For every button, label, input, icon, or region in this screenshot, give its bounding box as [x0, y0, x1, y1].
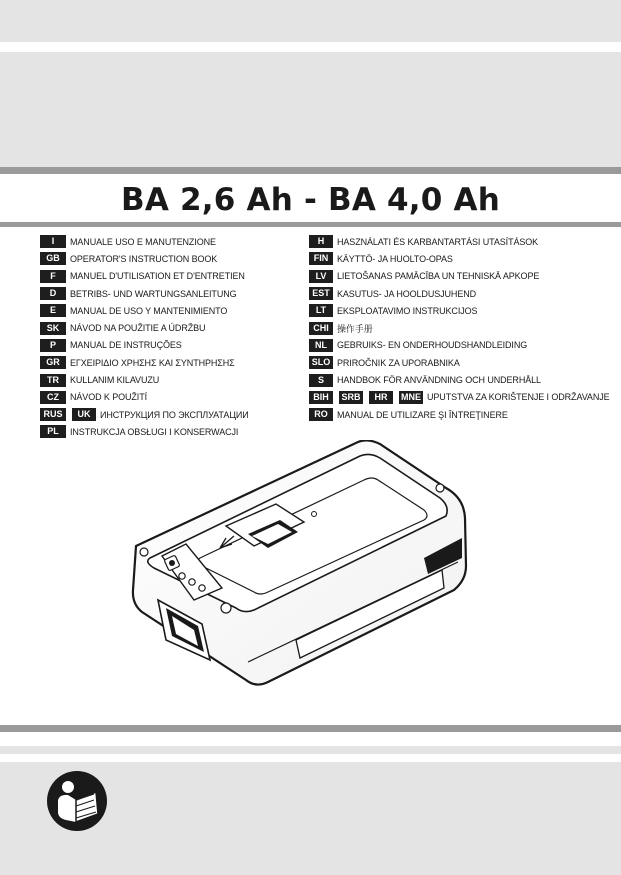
- language-code-e: E: [40, 304, 66, 317]
- language-code-chi: CHI: [309, 322, 333, 335]
- bottom-band-1: [0, 746, 621, 754]
- language-row-s: [309, 371, 610, 388]
- language-row-tr: [40, 371, 249, 388]
- language-label: NÁVOD NA POUŽITIE A ÚDRŽBU: [70, 323, 206, 334]
- language-label: KÄYTTÖ- JA HUOLTO-OPAS: [337, 253, 453, 264]
- bottom-rule: [0, 725, 621, 732]
- language-row-lt: [309, 302, 610, 319]
- language-label: INSTRUKCJA OBSŁUGI I KONSERWACJI: [70, 426, 239, 437]
- language-label: BETRIBS- UND WARTUNGSANLEITUNG: [70, 288, 237, 299]
- language-label: GEBRUIKS- EN ONDERHOUDSHANDLEIDING: [337, 340, 528, 351]
- read-manual-icon: [46, 770, 108, 832]
- language-code-bih: BIH: [309, 391, 333, 404]
- language-code-est: EST: [309, 287, 333, 300]
- language-code-d: D: [40, 287, 66, 300]
- language-label: MANUAL DE USO Y MANTENIMIENTO: [70, 305, 228, 316]
- language-code-p: P: [40, 339, 66, 352]
- language-row-lv: [309, 268, 610, 285]
- language-row-i: [40, 233, 249, 250]
- language-code-cz: CZ: [40, 391, 66, 404]
- language-code-rus: RUS: [40, 408, 66, 421]
- language-code-slo: SLO: [309, 356, 333, 369]
- language-row-gb: [40, 250, 249, 267]
- language-code-nl: NL: [309, 339, 333, 352]
- language-label: HANDBOK FÖR ANVÄNDNING OCH UNDERHÅLL: [337, 375, 541, 386]
- page-title: BA 2,6 Ah - BA 4,0 Ah: [120, 182, 500, 218]
- language-code-mne: MNE: [401, 391, 421, 402]
- battery-pack-illustration: [128, 440, 478, 690]
- language-label: MANUAL DE INSTRUÇÕES: [70, 340, 182, 351]
- language-code-gr: GR: [40, 356, 66, 369]
- language-code-lt: LT: [309, 304, 333, 317]
- top-band-2: [0, 52, 621, 167]
- language-label: LIETOŠANAS PAMĀCĪBA UN TEHNISKĀ APKOPE: [337, 271, 540, 282]
- language-code-tr: TR: [40, 374, 66, 387]
- language-row-fin: [309, 250, 610, 267]
- language-row-rus: [40, 406, 249, 423]
- language-label: KASUTUS- JA HOOLDUSJUHEND: [337, 288, 477, 299]
- language-row-f: [40, 268, 249, 285]
- language-row-gr: [40, 354, 249, 371]
- language-row-p: [40, 337, 249, 354]
- top-band-1: [0, 0, 621, 42]
- language-label: MANUALE USO E MANUTENZIONE: [70, 236, 216, 247]
- language-label: MANUAL DE UTILIZARE ŞI ÎNTREŢINERE: [337, 409, 508, 420]
- language-code-s: S: [309, 374, 333, 387]
- language-label: HASZNÁLATI ÉS KARBANTARTÁSI UTASÍTÁSOK: [337, 236, 539, 247]
- language-label: EKSPLOATAVIMO INSTRUKCIJOS: [337, 305, 478, 316]
- language-row-chi: [309, 319, 610, 336]
- language-code-lv: LV: [309, 270, 333, 283]
- language-row-cz: [40, 389, 249, 406]
- language-code-h: H: [309, 235, 333, 248]
- language-code-fin: FIN: [309, 252, 333, 265]
- language-label: 操作手册: [337, 323, 373, 334]
- language-label: OPERATOR'S INSTRUCTION BOOK: [70, 253, 218, 264]
- language-code-sk: SK: [40, 322, 66, 335]
- language-label: UPUTSTVA ZA KORIŠTENJE I ODRŽAVANJE: [427, 392, 610, 403]
- language-row-ro: [309, 406, 610, 423]
- language-row-d: [40, 285, 249, 302]
- language-row-est: [309, 285, 610, 302]
- language-label: KULLANIM KILAVUZU: [70, 375, 160, 386]
- language-label: ИНСТРУКЦИЯ ПО ЭКСПЛУАТАЦИИ: [100, 409, 249, 420]
- language-row-h: [309, 233, 610, 250]
- language-list-left: [40, 233, 249, 441]
- language-label: MANUEL D'UTILISATION ET D'ENTRETIEN: [70, 271, 245, 282]
- language-code-f: F: [40, 270, 66, 283]
- language-label: ΕΓΧΕΙΡΙΔΙΟ ΧΡΗΣΗΣ ΚΑΙ ΣΥΝΤΗΡΗΣΗΣ: [70, 357, 235, 368]
- language-row-sk: [40, 319, 249, 336]
- language-row-e: [40, 302, 249, 319]
- language-row-bih: [309, 389, 610, 406]
- language-code-srb: SRB: [339, 391, 363, 404]
- language-code-i: I: [40, 235, 66, 248]
- title-rule: [0, 222, 621, 227]
- language-label: PRIROČNIK ZA UPORABNIKA: [337, 357, 460, 368]
- language-label: NÁVOD K POUŽITÍ: [70, 392, 148, 403]
- language-row-pl: [40, 423, 249, 440]
- language-code-ro: RO: [309, 408, 333, 421]
- language-code-gb: GB: [40, 252, 66, 265]
- top-rule: [0, 167, 621, 174]
- language-row-nl: [309, 337, 610, 354]
- language-row-slo: [309, 354, 610, 371]
- language-list-right: [309, 233, 610, 423]
- language-code-pl: PL: [40, 425, 66, 438]
- language-code-uk: UK: [72, 408, 96, 421]
- language-code-hr: HR: [369, 391, 393, 404]
